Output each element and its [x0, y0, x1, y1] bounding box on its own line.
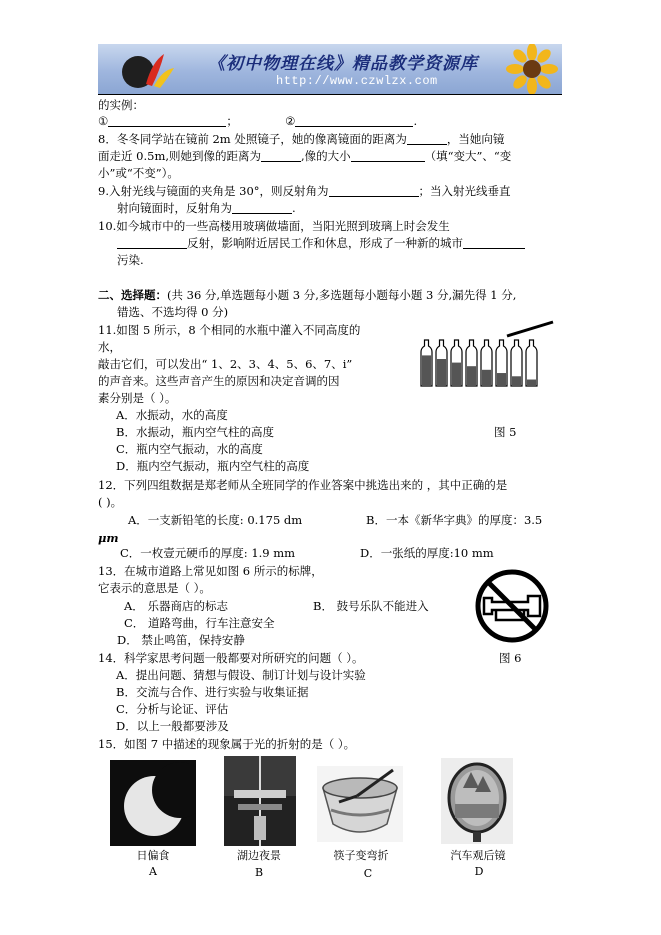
q15-line1: 15．如图 7 中描述的现象属于光的折射的是（ ）。 [98, 737, 356, 751]
q11-option-a[interactable]: A．水振动，水的高度 [116, 408, 228, 422]
q12-option-b[interactable]: B．一本《新华字典》的厚度：3.5 [366, 513, 543, 527]
answer-blank[interactable] [295, 114, 413, 127]
water-level [527, 380, 536, 386]
q13-line2: 它表示的意思是（ ）。 [98, 581, 211, 595]
q12-option-d[interactable]: D．一张纸的厚度:10 mm [360, 546, 494, 560]
section-2-note: 错选、不选均得 0 分) [117, 305, 229, 319]
q10-line3: 污染. [117, 253, 144, 267]
answer-blank[interactable] [463, 236, 525, 249]
image-d-letter: D [474, 865, 484, 878]
bent-chopstick-photo[interactable] [317, 766, 403, 842]
answer-blank[interactable] [407, 132, 447, 145]
q11-option-d[interactable]: D．瓶内空气振动，瓶内空气柱的高度 [116, 459, 310, 473]
banner-divider [98, 94, 562, 95]
answer-blank[interactable] [329, 184, 419, 197]
q8-line3: 小”或“不变”）。 [98, 166, 179, 180]
image-a-caption: 日偏食 [136, 849, 170, 862]
water-bottle [526, 340, 537, 386]
q11-option-b[interactable]: B．水振动，瓶内空气柱的高度 [116, 425, 274, 439]
q14-option-d[interactable]: D．以上一般都要涉及 [116, 719, 229, 733]
image-c-letter: C [363, 867, 373, 880]
q10-line1: 10.如今城市中的一些高楼用玻璃做墙面，当阳光照到玻璃上时会发生 [98, 219, 450, 233]
q13-line1: 13．在城市道路上常见如图 6 所示的标牌， [98, 564, 323, 578]
water-bottle [466, 340, 477, 386]
water-bottle [481, 340, 492, 386]
lakeside-night-photo[interactable] [224, 756, 296, 846]
q11-line2: 水， [98, 340, 121, 354]
image-c-caption: 筷子变弯折 [333, 849, 389, 862]
q8-line1: 8．冬冬同学站在镜前 2m 处照镜子，她的像离镜面的距离为 ，当她向镜 [98, 132, 505, 146]
q9-line2: 射向镜面时，反射角为 . [117, 201, 296, 215]
q14-option-c[interactable]: C．分析与论证、评估 [116, 702, 229, 716]
q13-option-d[interactable]: D． 禁止鸣笛，保持安静 [117, 633, 245, 647]
banner-title: 《初中物理在线》精品教学资源库 [208, 54, 478, 74]
water-level [512, 376, 521, 386]
water-bottle [496, 340, 507, 386]
answer-blank[interactable] [108, 114, 226, 127]
q11-line1: 11.如图 5 所示，8 个相同的水瓶中灌入不同高度的 [98, 323, 361, 337]
car-mirror-photo[interactable] [441, 758, 513, 844]
answer-blank[interactable] [351, 149, 425, 162]
q14-line1: 14．科学家思考问题一般都要对所研究的问题（ ）。 [98, 651, 364, 665]
water-level [467, 366, 476, 386]
header-banner [98, 44, 562, 94]
q14-option-a[interactable]: A．提出问题、猜想与假设、制订计划与设计实验 [116, 668, 366, 682]
water-level [422, 355, 431, 386]
water-bottle [421, 340, 432, 386]
q11-option-c[interactable]: C．瓶内空气振动，水的高度 [116, 442, 263, 456]
answer-blank[interactable] [261, 149, 301, 162]
q8-line2: 面走近 0.5m,则她到像的距离为 ,像的大小 （填“变大”、“变 [98, 149, 512, 163]
striking-rod-icon [507, 322, 553, 336]
site-logo-icon [116, 44, 196, 94]
partial-eclipse-photo[interactable] [110, 760, 196, 846]
q7-blanks: ① ； ② . [98, 114, 418, 128]
sunflower-icon [502, 44, 562, 94]
no-horn-sign-icon [462, 568, 562, 644]
figure-5-bottles [415, 320, 555, 390]
q10-line2: 反射，影响附近居民工作和休息，形成了一种新的城市 [117, 235, 525, 251]
banner-url[interactable]: http://www.czwlzx.com [276, 74, 438, 88]
q12-option-a[interactable]: A．一支新铅笔的长度: 0.175 dm [128, 513, 303, 527]
answer-blank[interactable] [232, 201, 292, 214]
image-b-caption: 湖边夜景 [237, 849, 281, 862]
water-level [497, 373, 506, 386]
q11-line4: 的声音来。这些声音产生的原因和决定音调的因 [98, 374, 340, 388]
water-level [452, 363, 461, 386]
q12-line1: 12．下列四组数据是郑老师从全班同学的作业答案中挑选出来的 ，其中正确的是 [98, 478, 508, 492]
q12-option-b-unit: μm [98, 531, 119, 545]
q12-line2: ( )。 [98, 495, 123, 509]
q13-option-a[interactable]: A． 乐器商店的标志 [124, 599, 228, 613]
section-2-heading: 二、选择题：(共 36 分,单选题每小题 3 分,多选题每小题每小题 3 分,漏先得 1 分, [98, 288, 517, 302]
image-b-letter: B [254, 866, 264, 879]
q11-line5: 素分别是（ ）。 [98, 391, 177, 405]
q11-line3: 敲击它们，可以发出“ 1、2、3、4、5、6、7、i” [98, 357, 353, 371]
image-a-letter: A [149, 865, 157, 878]
figure-5-caption: 图 5 [494, 425, 517, 439]
q14-option-b[interactable]: B．交流与合作、进行实验与收集证据 [116, 685, 309, 699]
water-bottle [511, 340, 522, 386]
q7-tail: 的实例： [98, 98, 144, 112]
q13-option-c[interactable]: C． 道路弯曲，行车注意安全 [124, 616, 275, 630]
water-bottle [436, 340, 447, 386]
q12-option-c[interactable]: C．一枚壹元硬币的厚度: 1.9 mm [120, 546, 296, 560]
q13-option-b[interactable]: B． 鼓号乐队不能进入 [313, 599, 429, 613]
answer-blank[interactable] [117, 236, 187, 249]
image-d-caption: 汽车观后镜 [450, 849, 506, 862]
water-bottle [451, 340, 462, 386]
q9-line1: 9.入射光线与镜面的夹角是 30°，则反射角为 ；当入射光线垂直 [98, 184, 511, 198]
water-level [482, 370, 491, 386]
figure-6-caption: 图 6 [499, 651, 522, 665]
water-level [437, 359, 446, 386]
